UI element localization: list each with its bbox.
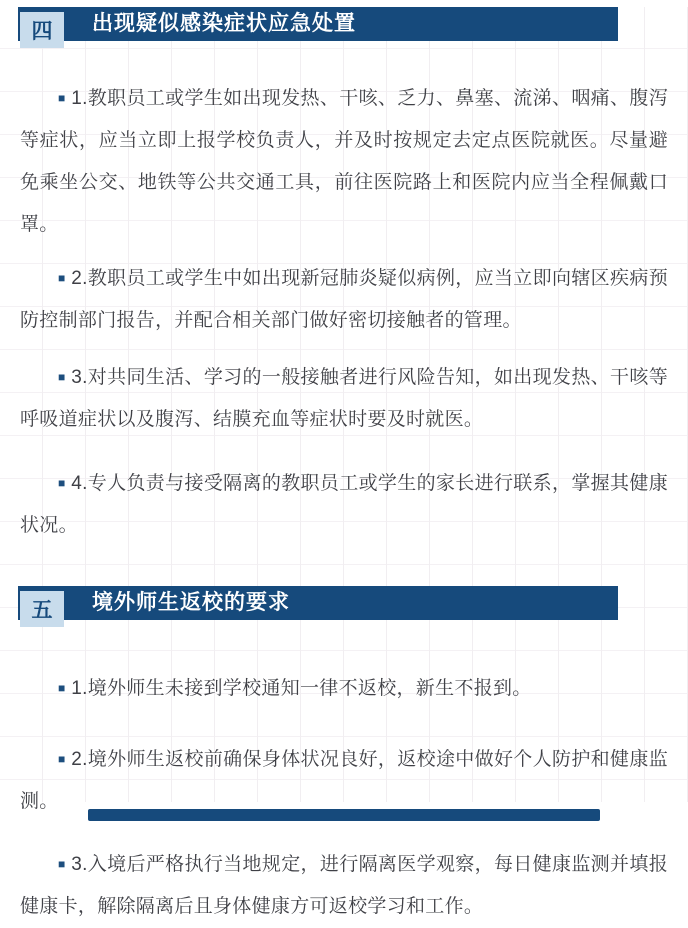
- bullet-square-icon: ■: [58, 857, 66, 871]
- paragraph: [0, 77, 688, 246]
- bullet-square-icon: ■: [58, 91, 66, 105]
- section-number-badge: [20, 12, 64, 48]
- paragraph: [0, 462, 688, 547]
- section-header-5: [18, 586, 618, 620]
- section-number: 四: [31, 20, 53, 43]
- paragraph-text: 3.对共同生活、学习的一般接触者进行风险告知，如出现发热、干咳等呼吸道症状以及腹泻、结膜充血等症状时要及时就医。: [20, 367, 668, 430]
- section-number: 五: [31, 599, 53, 622]
- bullet-square-icon: ■: [58, 370, 66, 384]
- paragraph: [0, 257, 688, 342]
- section-header-4: [18, 7, 618, 41]
- section-number-badge: [20, 591, 64, 627]
- paragraph: [0, 667, 688, 710]
- section-title: 出现疑似感染症状应急处置: [92, 12, 356, 35]
- paragraph-text: 2.教职员工或学生中如出现新冠肺炎疑似病例，应当立即向辖区疾病预防控制部门报告，并配合相关部门做好密切接触者的管理。: [20, 268, 668, 331]
- page-background-grid: [0, 7, 688, 917]
- paragraph-text: 2.境外师生返校前确保身体状况良好，返校途中做好个人防护和健康监测。: [20, 749, 668, 812]
- bullet-square-icon: ■: [58, 271, 66, 285]
- section-title: 境外师生返校的要求: [92, 591, 290, 614]
- bullet-square-icon: ■: [58, 476, 66, 490]
- paragraph-text: 4.专人负责与接受隔离的教职员工或学生的家长进行联系，掌握其健康状况。: [20, 473, 668, 536]
- bullet-square-icon: ■: [58, 681, 66, 695]
- paragraph: [0, 843, 688, 928]
- paragraph: [0, 356, 688, 441]
- footer-bar: [88, 809, 600, 821]
- paragraph-text: 3.入境后严格执行当地规定，进行隔离医学观察，每日健康监测并填报健康卡，解除隔离后且身体健康方可返校学习和工作。: [20, 854, 668, 917]
- paragraph-text: 1.境外师生未接到学校通知一律不返校，新生不报到。: [71, 678, 532, 699]
- document-page: [0, 7, 688, 917]
- bullet-square-icon: ■: [58, 752, 66, 766]
- paragraph-text: 1.教职员工或学生如出现发热、干咳、乏力、鼻塞、流涕、咽痛、腹泻等症状，应当立即上报学校负责人，并及时按规定去定点医院就医。尽量避免乘坐公交、地铁等公共交通工具，前往医院路上和医院内应当全程佩戴口罩。: [20, 88, 668, 235]
